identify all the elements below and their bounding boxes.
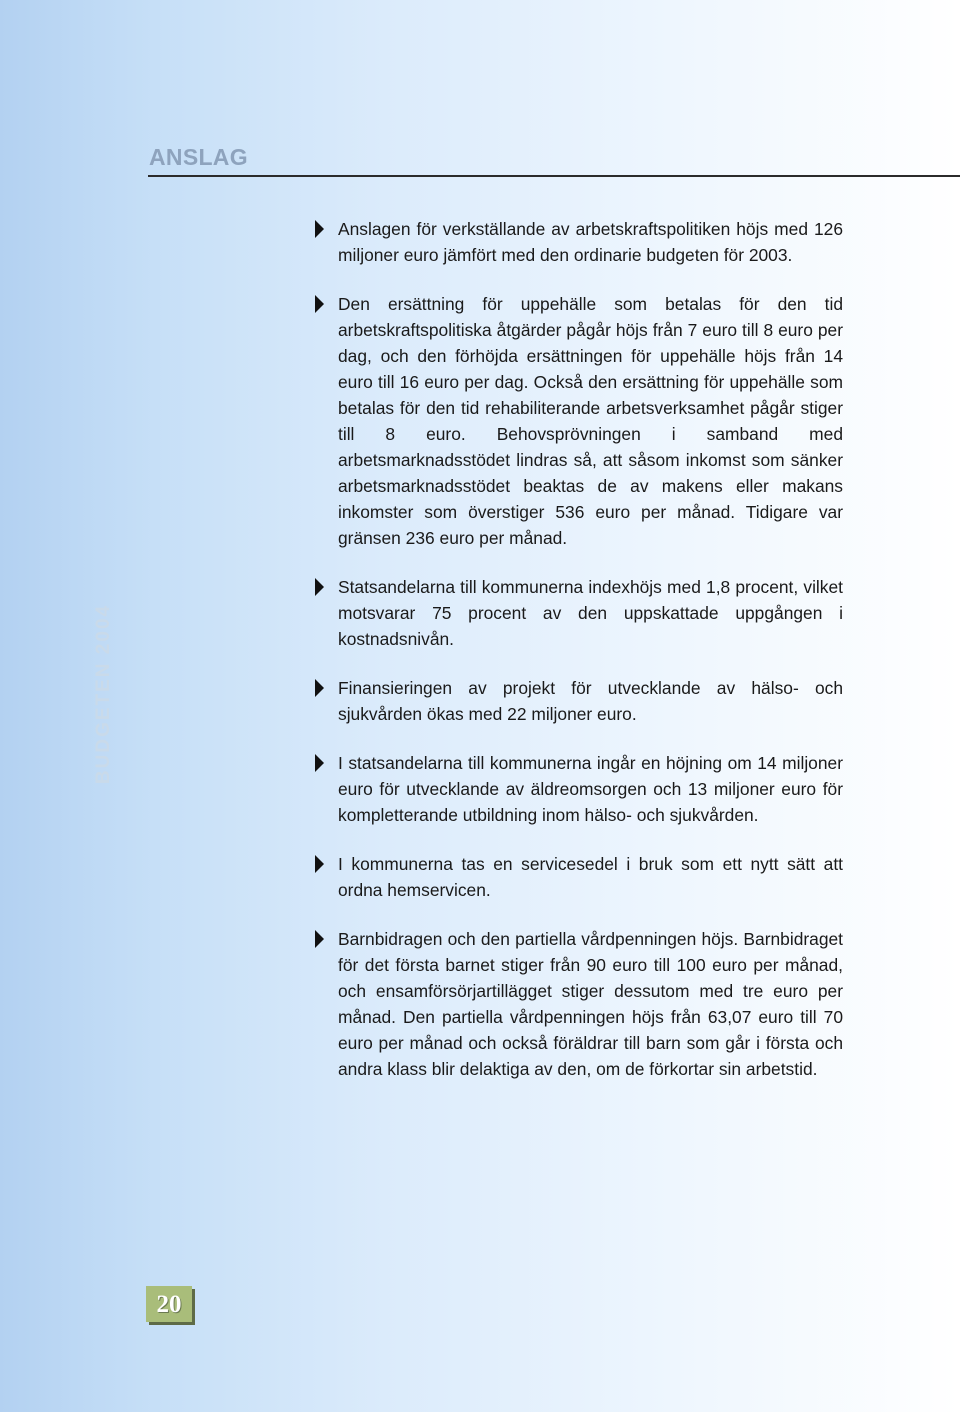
bullet-text: Barnbidragen och den partiella vårdpenningen höjs. Barnbidraget för det första barnet stiger från 90 euro till 100 euro per månad, och ensamförsörjartillägget stiger dessutom med tre euro per månad. Den partiella vårdpenningen höjs från 63,07 euro till 70 euro per månad och också föräldrar till barn som går i första och andra klass blir delaktiga av den, om de förkortar sin arbetstid. [338, 929, 843, 1079]
section-title: ANSLAG [149, 144, 248, 170]
bullet-text: Finansieringen av projekt för utvecklande av hälso- och sjukvården ökas med 22 miljoner euro. [338, 678, 843, 724]
bullet-text: I kommunerna tas en servicesedel i bruk som ett nytt sätt att ordna hemservicen. [338, 854, 843, 900]
bullet-text: I statsandelarna till kommunerna ingår en höjning om 14 miljoner euro för utvecklande av äldreomsorgen och 13 miljoner euro för kompletterande utbildning inom hälso- och sjukvården. [338, 753, 843, 825]
bullet-item-4 [313, 675, 843, 727]
page-number-badge [146, 1286, 192, 1322]
bullet-item-7 [313, 926, 843, 1082]
bullet-text: Statsandelarna till kommunerna indexhöjs med 1,8 procent, vilket motsvarar 75 procent av den uppskattade uppgången i kostnadsnivån. [338, 577, 843, 649]
bullet-text: Den ersättning för uppehälle som betalas för den tid arbetskraftspolitiska åtgärder pågår höjs från 7 euro till 8 euro per dag, och den förhöjda ersättningen för uppehälle höjs från 14 euro till 16 euro per dag. Också den ersättning för uppehälle som betalas för den tid rehabiliterande arbetsverksamhet pågår stiger till 8 euro. Behovsprövningen i samband med arbetsmarknadsstödet lindras så, att såsom inkomst som sänker arbetsmarknadsstödet beaktas de av makens eller makans inkomster som överstiger 536 euro per månad. Tidigare var gränsen 236 euro per månad. [338, 294, 843, 548]
triangle-bullet-icon [315, 679, 324, 697]
bullet-item-6 [313, 851, 843, 903]
bullet-item-3 [313, 574, 843, 652]
bullet-text: Anslagen för verkställande av arbetskraftspolitiken höjs med 126 miljoner euro jämfört med den ordinarie budgeten för 2003. [338, 219, 843, 265]
bullet-item-1 [313, 216, 843, 268]
side-label: BUDGETEN 2004 [93, 603, 114, 785]
title-divider [148, 175, 960, 177]
triangle-bullet-icon [315, 578, 324, 596]
page-number: 20 [156, 1291, 182, 1318]
bullet-item-5 [313, 750, 843, 828]
triangle-bullet-icon [315, 295, 324, 313]
bullet-item-2 [313, 291, 843, 551]
triangle-bullet-icon [315, 855, 324, 873]
triangle-bullet-icon [315, 220, 324, 238]
triangle-bullet-icon [315, 930, 324, 948]
bullet-list [313, 216, 843, 1105]
triangle-bullet-icon [315, 754, 324, 772]
